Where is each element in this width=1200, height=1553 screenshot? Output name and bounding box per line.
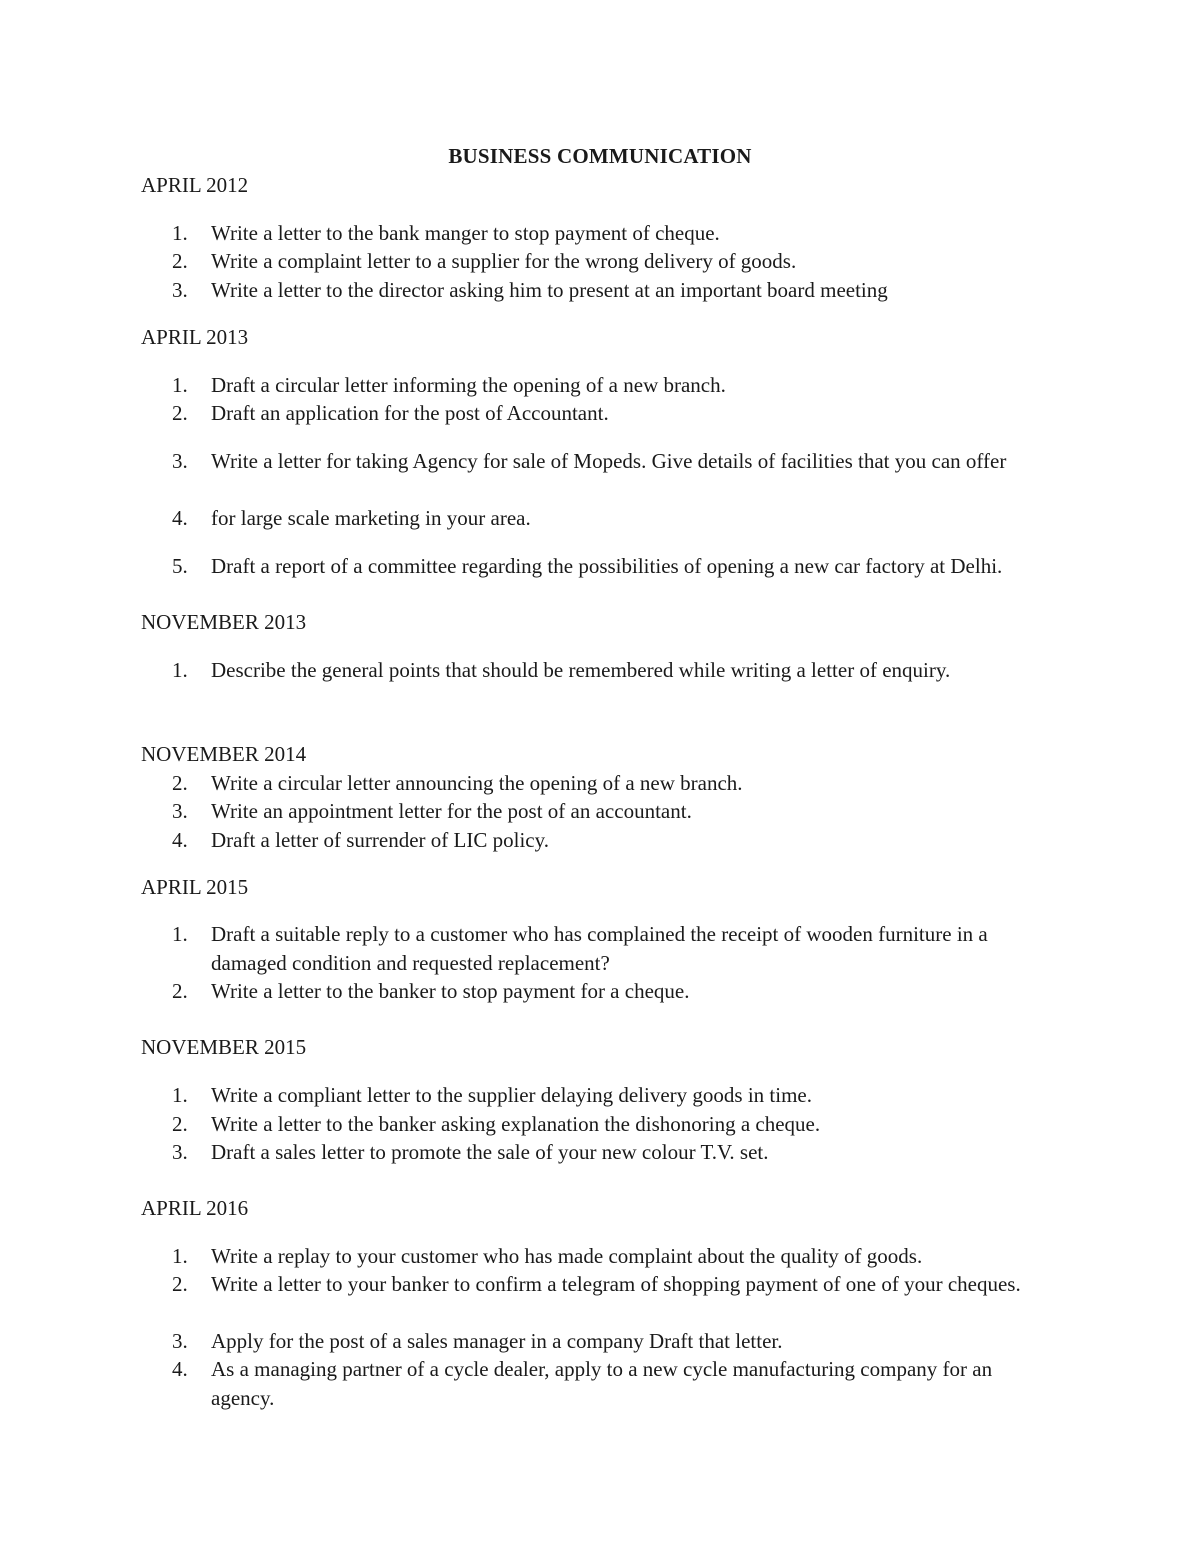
list-item xyxy=(172,1327,1052,1356)
section-heading-april-2012: APRIL 2012 xyxy=(141,173,249,197)
item-text: Write a letter to the banker asking explanation the dishonoring a cheque. xyxy=(211,1112,821,1136)
item-text: Write an appointment letter for the post of an accountant. xyxy=(211,799,692,823)
list-item xyxy=(172,797,1052,826)
item-text: Draft a letter of surrender of LIC policy. xyxy=(211,828,549,852)
list-item xyxy=(172,1081,1052,1110)
item-number: 1. xyxy=(172,373,188,397)
item-text: Draft an application for the post of Accountant. xyxy=(211,401,609,425)
item-number: 4. xyxy=(172,506,188,530)
item-number: 2. xyxy=(172,771,188,795)
list-item xyxy=(172,1138,1052,1167)
item-number: 2. xyxy=(172,979,188,1003)
item-number: 1. xyxy=(172,1244,188,1268)
item-text: Describe the general points that should be remembered while writing a letter of enquiry. xyxy=(211,658,951,682)
item-text: Write a letter to the director asking him to present at an important board meeting xyxy=(211,278,888,302)
item-number: 5. xyxy=(172,554,188,578)
item-number: 4. xyxy=(172,828,188,852)
item-text: Write a letter for taking Agency for sale of Mopeds. Give details of facilities that you can offer xyxy=(211,449,1007,473)
item-number: 1. xyxy=(172,658,188,682)
item-text: Write a letter to the banker to stop payment for a cheque. xyxy=(211,979,690,1003)
document-title: BUSINESS COMMUNICATION xyxy=(448,144,752,168)
list-item xyxy=(172,1270,1052,1299)
item-text: for large scale marketing in your area. xyxy=(211,506,531,530)
list-item xyxy=(172,219,1052,248)
section-heading-november-2014: NOVEMBER 2014 xyxy=(141,742,307,766)
item-text: Draft a sales letter to promote the sale of your new colour T.V. set. xyxy=(211,1140,769,1164)
item-number: 2. xyxy=(172,1272,188,1296)
item-text: Write a letter to the bank manger to stop payment of cheque. xyxy=(211,221,720,245)
item-number: 2. xyxy=(172,401,188,425)
item-text: As a managing partner of a cycle dealer, apply to a new cycle manufacturing company for an agency. xyxy=(211,1357,993,1410)
list-item xyxy=(172,399,1052,428)
item-text: Write a compliant letter to the supplier delaying delivery goods in time. xyxy=(211,1083,812,1107)
section-heading-april-2015: APRIL 2015 xyxy=(141,875,249,899)
item-number: 3. xyxy=(172,1329,188,1353)
item-number: 2. xyxy=(172,249,188,273)
item-number: 1. xyxy=(172,922,188,946)
list-item xyxy=(172,371,1052,400)
list-item xyxy=(172,920,1052,977)
item-number: 4. xyxy=(172,1357,188,1381)
list-item xyxy=(172,769,1052,798)
item-text: Write a replay to your customer who has made complaint about the quality of goods. xyxy=(211,1244,923,1268)
item-number: 2. xyxy=(172,1112,188,1136)
list-item xyxy=(172,1242,1052,1271)
item-number: 3. xyxy=(172,278,188,302)
item-text: Draft a suitable reply to a customer who has complained the receipt of wooden furniture in a damaged condition and requested replacement? xyxy=(211,922,988,975)
item-text: Apply for the post of a sales manager in a company Draft that letter. xyxy=(211,1329,783,1353)
section-heading-april-2016: APRIL 2016 xyxy=(141,1196,249,1220)
list-item xyxy=(172,656,1052,685)
item-text: Write a complaint letter to a supplier for the wrong delivery of goods. xyxy=(211,249,797,273)
item-number: 3. xyxy=(172,449,188,473)
item-number: 1. xyxy=(172,221,188,245)
list-item xyxy=(172,504,1052,533)
section-heading-november-2015: NOVEMBER 2015 xyxy=(141,1035,307,1059)
list-item xyxy=(172,1355,1052,1412)
list-item xyxy=(172,1110,1052,1139)
list-item xyxy=(172,826,1052,855)
item-number: 3. xyxy=(172,799,188,823)
list-item xyxy=(172,276,1052,305)
item-text: Draft a circular letter informing the opening of a new branch. xyxy=(211,373,726,397)
item-number: 3. xyxy=(172,1140,188,1164)
list-item xyxy=(172,247,1052,276)
list-item xyxy=(172,552,1052,581)
list-item xyxy=(172,447,1052,476)
list-item xyxy=(172,977,1052,1006)
item-number: 1. xyxy=(172,1083,188,1107)
section-heading-november-2013: NOVEMBER 2013 xyxy=(141,610,307,634)
item-text: Write a letter to your banker to confirm a telegram of shopping payment of one of your cheques. xyxy=(211,1272,1021,1296)
item-text: Write a circular letter announcing the opening of a new branch. xyxy=(211,771,743,795)
section-heading-april-2013: APRIL 2013 xyxy=(141,325,249,349)
item-text: Draft a report of a committee regarding the possibilities of opening a new car factory at Delhi. xyxy=(211,554,1003,578)
